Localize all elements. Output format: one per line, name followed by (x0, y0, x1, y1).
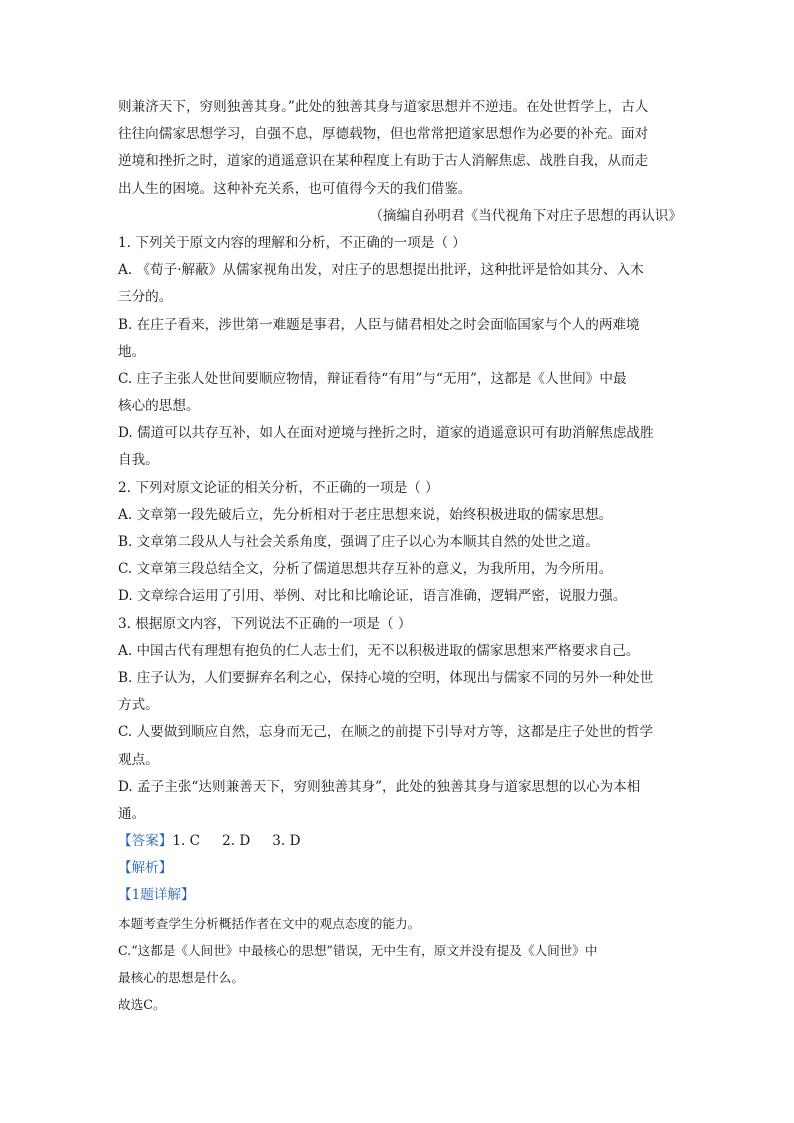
question-stem: 2. 下列对原文论证的相关分析，不正确的一项是（ ） (118, 479, 439, 496)
question-2 (118, 475, 682, 611)
passage-line: 则兼济天下，穷则独善其身。”此处的独善其身与道家思想并不逆违。在处世哲学上，古人 (118, 99, 649, 115)
answer-item: 3. D (272, 833, 301, 850)
option-d-cont: 自我。 (118, 452, 159, 469)
option-a: A. 《荀子·解蔽》从儒家视角出发，对庄子的思想提出批评，这种批评是恰如其分、入木 (118, 262, 644, 279)
document-body (118, 94, 682, 1018)
analysis-tag: 【解析】 (118, 860, 173, 877)
option-c: C. 庄子主张人处世间要顺应物情，辩证看待“有用”与“无用”，这都是《人世间》中最 (118, 370, 627, 387)
option-d: D. 文章综合运用了引用、举例、对比和比喻论证，语言准确，逻辑严密，说服力强。 (118, 588, 627, 605)
passage (118, 94, 682, 230)
passage-line: 出人生的困境。这种补充关系，也可值得今天的我们借鉴。 (118, 180, 472, 197)
passage-line: 往往向儒家思想学习，自强不息，厚德载物，但也常常把道家思想作为必要的补充。面对 (118, 126, 649, 143)
option-c: C. 人要做到顺应自然，忘身而无己，在顺之的前提下引导对方等，这都是庄子处世的哲学 (118, 724, 654, 741)
option-b: B. 文章第二段从人与社会关系角度，强调了庄子以心为本顺其自然的处世之道。 (118, 534, 599, 550)
option-b: B. 在庄子看来，涉世第一难题是事君，人臣与储君相处之时会面临国家与个人的两难境 (118, 316, 640, 333)
passage-line: 逆境和挫折之时，道家的逍遥意识在某种程度上有助于古人消解焦虑、战胜自我，从而走 (118, 153, 649, 170)
source-citation: （摘编自孙明君《当代视角下对庄子思想的再认识》 (369, 207, 682, 224)
option-a: A. 中国古代有理想有抱负的仁人志士们，无不以积极进取的儒家思想来严格要求自己。 (118, 642, 640, 659)
option-c-cont: 核心的思想。 (118, 398, 200, 415)
answer-line (118, 828, 682, 855)
analysis-line: C.“这都是《人间世》中最核心的思想”错误，无中生有，原文并没有提及《人间世》中 (118, 942, 598, 958)
option-d-cont: 通。 (118, 805, 146, 822)
option-b-cont: 方式。 (118, 697, 159, 714)
option-a: A. 文章第一段先破后立，先分析相对于老庄思想来说，始终积极进取的儒家思想。 (118, 506, 613, 523)
option-b-cont: 地。 (118, 343, 146, 360)
analysis-subtag: 【1题详解】 (118, 887, 195, 904)
question-stem: 3. 根据原文内容，下列说法不正确的一项是（ ） (118, 615, 412, 632)
analysis-line: 最核心的思想是什么。 (118, 970, 244, 985)
answer-item: 2. D (222, 833, 251, 850)
option-c: C. 文章第三段总结全文，分析了儒道思想共存互补的意义，为我所用，为今所用。 (118, 561, 613, 578)
analysis-line: 故选C。 (118, 997, 166, 1013)
option-a-cont: 三分的。 (118, 289, 173, 306)
answer-item: 1. C (172, 833, 201, 850)
question-1 (118, 230, 682, 475)
answer-tag: 【答案】 (118, 833, 173, 850)
question-stem: 1. 下列关于原文内容的理解和分析，不正确的一项是（ ） (118, 234, 466, 251)
option-d: D. 儒道可以共存互补，如人在面对逆境与挫折之时，道家的逍遥意识可有助消解焦虑战胜 (118, 425, 654, 442)
analysis-line: 本题考查学生分析概括作者在文中的观点态度的能力。 (118, 915, 421, 931)
option-b: B. 庄子认为，人们要摒弃名利之心，保持心境的空明，体现出与儒家不同的另外一种处世 (118, 669, 654, 686)
option-d: D. 孟子主张“达则兼善天下，穷则独善其身”，此处的独善其身与道家思想的以心为本相 (118, 778, 641, 795)
question-3 (118, 611, 682, 829)
option-c-cont: 观点。 (118, 751, 159, 768)
